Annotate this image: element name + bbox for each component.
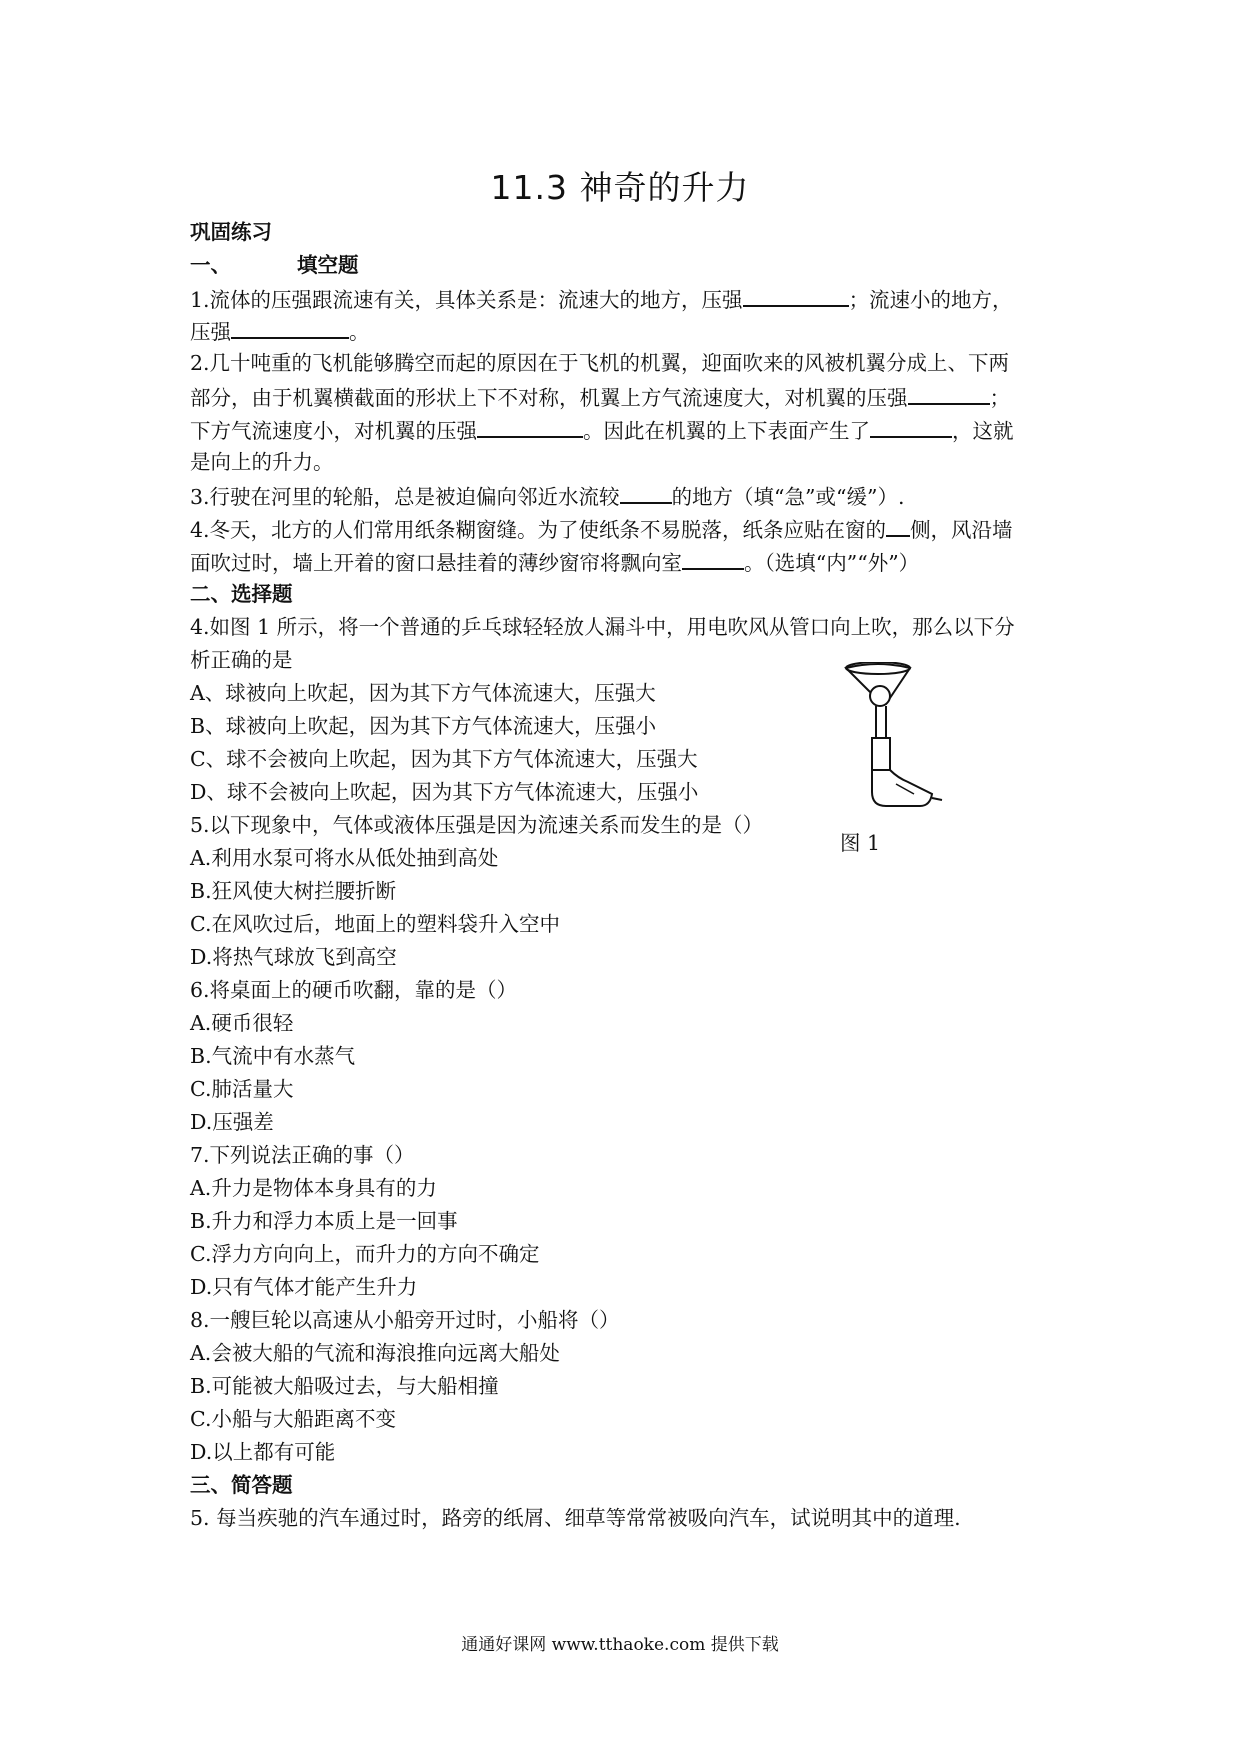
choice-q7-option-a: A.升力是物体本身具有的力 xyxy=(190,1176,437,1200)
fill-q2-text-c: 下方气流速度小，对机翼的压强 xyxy=(190,419,477,443)
page-title: 11.3 神奇的升力 xyxy=(490,168,750,207)
fill-q2-line1: 2.几十吨重的飞机能够腾空而起的原因在于飞机的机翼，迎面吹来的风被机翼分成上、下两 xyxy=(190,351,1010,375)
fill-q4-line1 xyxy=(190,513,1013,545)
answer-blank[interactable] xyxy=(743,283,849,307)
fill-q1-line2 xyxy=(190,315,370,347)
fill-q2-text-d: 。因此在机翼的上下表面产生了 xyxy=(583,419,870,443)
choice-q6-option-d: D.压强差 xyxy=(190,1110,274,1134)
answer-blank[interactable] xyxy=(886,513,910,537)
choice-q6-option-c: C.肺活量大 xyxy=(190,1077,294,1101)
choice-q6-option-a: A.硬币很轻 xyxy=(190,1011,294,1035)
answer-blank[interactable] xyxy=(870,414,952,438)
fill-q1-line1 xyxy=(190,283,1013,315)
fill-q2-text-e: ，这就 xyxy=(952,419,1014,443)
choice-q4-line2: 析正确的是 xyxy=(190,648,293,672)
choice-q4-option-a: A、球被向上吹起，因为其下方气体流速大，压强大 xyxy=(190,681,656,705)
figure-caption: 图 1 xyxy=(840,831,881,855)
page-footer: 通通好课网 www.tthaoke.com 提供下载 xyxy=(461,1635,779,1655)
choice-q6-stem: 6.将桌面上的硬币吹翻，靠的是（） xyxy=(190,978,518,1002)
answer-blank[interactable] xyxy=(620,480,672,504)
fill-q1-text-b: ；流速小的地方， xyxy=(848,288,1013,312)
choice-q8-stem: 8.一艘巨轮以高速从小船旁开过时，小船将（） xyxy=(190,1308,620,1332)
choice-q6-option-b: B.气流中有水蒸气 xyxy=(190,1044,356,1068)
fill-q4-text-c: 面吹过时，墙上开着的窗口悬挂着的薄纱窗帘将飘向室 xyxy=(190,551,682,575)
fill-q2-line4: 是向上的升力。 xyxy=(190,450,334,474)
choice-q7-stem: 7.下列说法正确的事（） xyxy=(190,1143,415,1167)
short-answer-q5: 5. 每当疾驰的汽车通过时，路旁的纸屑、细草等常常被吸向汽车，试说明其中的道理. xyxy=(190,1506,961,1530)
fill-q2-line2 xyxy=(190,381,1010,413)
fill-q4-text-d: 。（选填“内”“外”） xyxy=(744,551,920,575)
funnel-dryer-figure xyxy=(838,662,944,812)
hair-dryer-cord xyxy=(932,798,942,800)
fill-q3-text-b: 的地方（填“急”或“缓”）. xyxy=(671,485,905,509)
fill-q1-text-a: 1.流体的压强跟流速有关，具体关系是：流速大的地方，压强 xyxy=(190,288,743,312)
choice-q5-option-c: C.在风吹过后，地面上的塑料袋升入空中 xyxy=(190,912,560,936)
choice-q4-option-d: D、球不会被向上吹起，因为其下方气体流速大，压强小 xyxy=(190,780,699,804)
section-heading: 巩固练习 xyxy=(190,220,272,244)
choice-q5-option-d: D.将热气球放飞到高空 xyxy=(190,945,397,969)
fill-q2-line3 xyxy=(190,414,1014,446)
choice-q4-option-c: C、球不会被向上吹起，因为其下方气体流速大，压强大 xyxy=(190,747,698,771)
answer-blank[interactable] xyxy=(477,414,583,438)
choice-q7-option-b: B.升力和浮力本质上是一回事 xyxy=(190,1209,458,1233)
answer-blank[interactable] xyxy=(908,381,990,405)
fill-q4-text-a: 4.冬天，北方的人们常用纸条糊窗缝。为了使纸条不易脱落，纸条应贴在窗的 xyxy=(190,518,887,542)
part2-heading: 二、选择题 xyxy=(190,582,293,606)
hair-dryer-nozzle xyxy=(872,738,890,770)
fill-q2-text-a: 部分，由于机翼横截面的形状上下不对称，机翼上方气流速度大，对机翼的压强 xyxy=(190,386,908,410)
part1-heading xyxy=(190,250,359,280)
part1-heading-text: 填空题 xyxy=(297,253,359,277)
choice-q4-option-b: B、球被向上吹起，因为其下方气体流速大，压强小 xyxy=(190,714,657,738)
choice-q8-option-a: A.会被大船的气流和海浪推向远离大船处 xyxy=(190,1341,560,1365)
choice-q7-option-c: C.浮力方向向上，而升力的方向不确定 xyxy=(190,1242,540,1266)
fill-q1-text-d: 。 xyxy=(349,320,370,344)
fill-q3-text-a: 3.行驶在河里的轮船，总是被迫偏向邻近水流较 xyxy=(190,485,620,509)
fill-q2-text-b: ； xyxy=(989,386,1010,410)
choice-q7-option-d: D.只有气体才能产生升力 xyxy=(190,1275,418,1299)
part1-heading-number: 一、 xyxy=(190,253,231,277)
answer-blank[interactable] xyxy=(682,546,744,570)
answer-blank[interactable] xyxy=(231,315,349,339)
choice-q8-option-c: C.小船与大船距离不变 xyxy=(190,1407,396,1431)
choice-q4-line1: 4.如图 1 所示，将一个普通的乒乓球轻轻放人漏斗中，用电吹风从管口向上吹，那么以下分 xyxy=(190,615,1015,639)
choice-q5-option-b: B.狂风使大树拦腰折断 xyxy=(190,879,397,903)
fill-q4-line2 xyxy=(190,546,919,578)
fill-q4-text-b: 侧，风沿墙 xyxy=(910,518,1013,542)
part3-heading: 三、简答题 xyxy=(190,1473,293,1497)
ping-pong-ball-icon xyxy=(870,686,890,706)
choice-q8-option-b: B.可能被大船吸过去，与大船相撞 xyxy=(190,1374,499,1398)
fill-q1-text-c: 压强 xyxy=(190,320,231,344)
choice-q8-option-d: D.以上都有可能 xyxy=(190,1440,336,1464)
choice-q5-option-a: A.利用水泵可将水从低处抽到高处 xyxy=(190,846,499,870)
choice-q5-stem: 5.以下现象中，气体或液体压强是因为流速关系而发生的是（） xyxy=(190,813,764,837)
fill-q3 xyxy=(190,480,905,512)
